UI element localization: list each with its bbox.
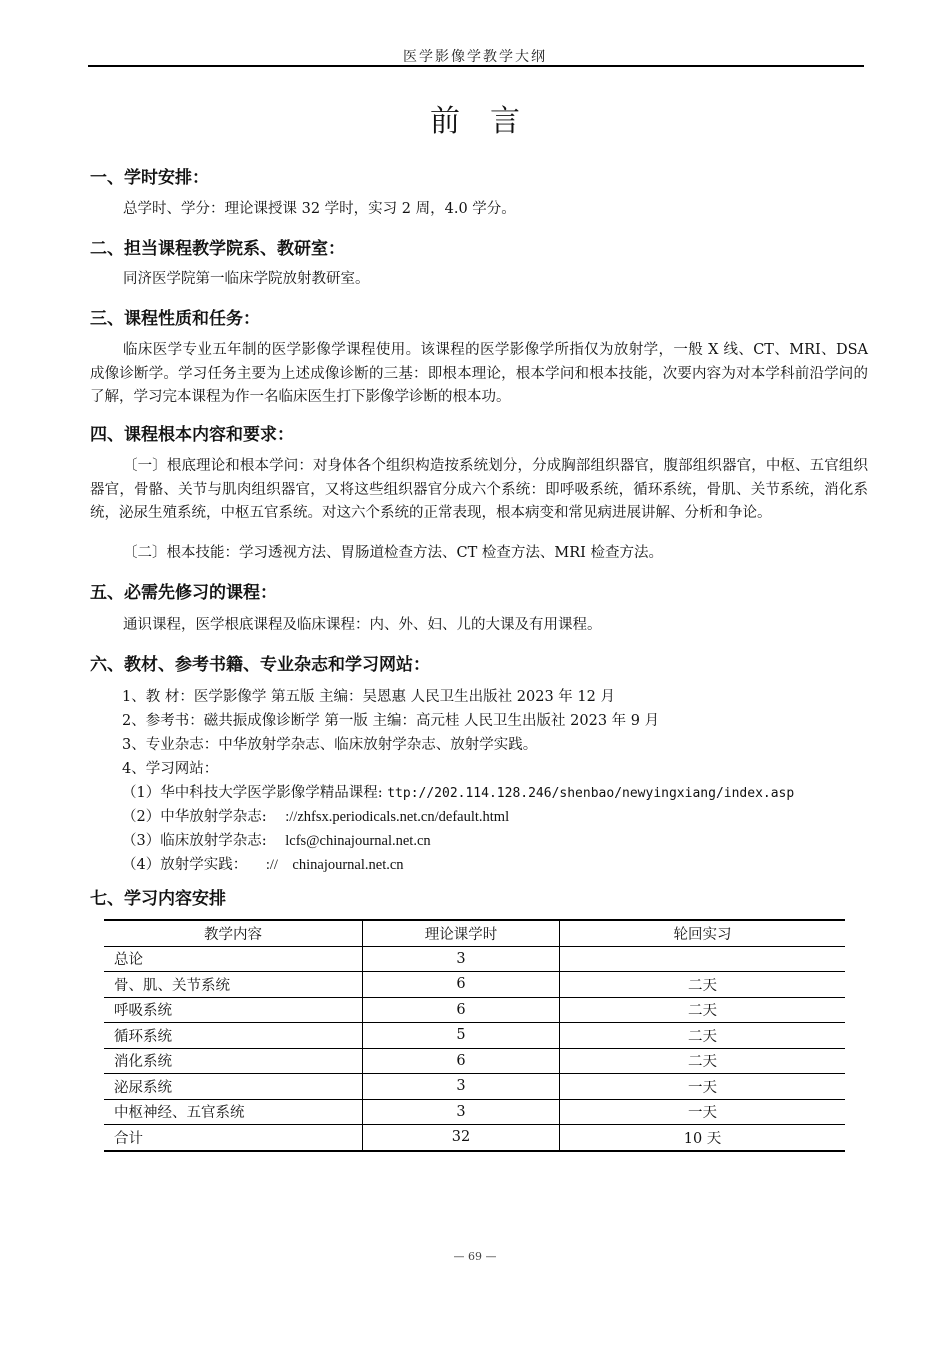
column-header: 理论课学时 bbox=[363, 920, 560, 946]
website-url[interactable]: :// chinajournal.net.cn bbox=[265, 857, 404, 873]
table-total-row bbox=[104, 1125, 845, 1151]
section-heading-4: 四、课程根本内容和要求： bbox=[90, 425, 294, 445]
table-cell: 3 bbox=[363, 1099, 560, 1125]
website-label: （1）华中科技大学医学影像学精品课程: bbox=[122, 785, 383, 801]
reference-line: 1、教 材：医学影像学 第五版 主编：吴恩惠 人民卫生出版社 2023 年 12 月 bbox=[122, 689, 615, 705]
section-heading-3: 三、课程性质和任务： bbox=[90, 309, 260, 329]
section-body-4b: 〔二〕根本技能：学习透视方法、胃肠道检查方法、CT 检查方法、MRI 检查方法。 bbox=[123, 545, 663, 561]
section-body-4: 〔一〕根底理论和根本学问：对身体各个组织构造按系统划分，分成胸部组织器官，腹部组织器官，中枢、五官组织器官，骨骼、关节与肌肉组织器官，又将这些组织器官分成六个系统：即呼吸系统，循环系统，骨肌、关节系统，消化系统，泌尿生殖系统，中枢五官系统。对这六个系统的正常表现，根本病变和常见病进展讲解、分析和争论。 bbox=[90, 458, 868, 521]
website-url[interactable]: ://zhfsx.periodicals.net.cn/default.html bbox=[285, 809, 510, 825]
table-cell: 3 bbox=[363, 1074, 560, 1100]
table-cell: 二天 bbox=[560, 1048, 846, 1074]
table-cell: 一天 bbox=[560, 1099, 846, 1125]
website-url[interactable]: lcfs@chinajournal.net.cn bbox=[285, 833, 431, 849]
section-body-3: 临床医学专业五年制的医学影像学课程使用。该课程的医学影像学所指仅为放射学，一般 X 线、CT、MRI、DSA 成像诊断学。学习任务主要为上述成像诊断的三基：即根本理论，根本学问和根本技能，次要内容为对本学科前沿学问的了解，学习完本课程为作一名临床医生打下影像学诊断的根本功。 bbox=[90, 342, 868, 405]
section-body-2: 同济医学院第一临床学院放射教研室。 bbox=[123, 271, 370, 287]
table-cell: 32 bbox=[363, 1125, 560, 1151]
table-row bbox=[104, 1074, 845, 1100]
table-cell: 二天 bbox=[560, 997, 846, 1023]
section-body-5: 通识课程，医学根底课程及临床课程：内、外、妇、儿的大课及有用课程。 bbox=[123, 617, 602, 633]
header-rule bbox=[88, 65, 864, 67]
table-cell: 3 bbox=[363, 946, 560, 972]
section-heading-7: 七、学习内容安排 bbox=[90, 889, 226, 909]
website-line bbox=[122, 853, 404, 874]
table-row bbox=[104, 972, 845, 998]
table-cell: 6 bbox=[363, 1048, 560, 1074]
page-number: — 69 — bbox=[453, 1250, 497, 1263]
table-row bbox=[104, 946, 845, 972]
table-header-row bbox=[104, 920, 845, 946]
website-label: （2）中华放射学杂志: bbox=[122, 809, 267, 825]
page-title: 前言 bbox=[430, 104, 550, 139]
table-cell: 泌尿系统 bbox=[104, 1074, 363, 1100]
reference-line: 3、专业杂志：中华放射学杂志、临床放射学杂志、放射学实践。 bbox=[122, 737, 538, 753]
table-row bbox=[104, 1023, 845, 1049]
table-cell: 合计 bbox=[104, 1125, 363, 1151]
website-line bbox=[122, 805, 509, 826]
section-body-1: 总学时、学分：理论课授课 32 学时，实习 2 周，4.0 学分。 bbox=[123, 201, 516, 217]
table-cell: 呼吸系统 bbox=[104, 997, 363, 1023]
table-cell: 一天 bbox=[560, 1074, 846, 1100]
table-cell: 10 天 bbox=[683, 1130, 722, 1147]
running-header: 医学影像学教学大纲 bbox=[403, 49, 547, 65]
section-heading-1: 一、学时安排： bbox=[90, 168, 209, 188]
section-heading-2: 二、担当课程教学院系、教研室： bbox=[90, 239, 345, 259]
table-row bbox=[104, 997, 845, 1023]
section-heading-5: 五、必需先修习的课程： bbox=[90, 583, 277, 603]
website-label: （4）放射学实践： bbox=[122, 857, 248, 873]
website-label: （3）临床放射学杂志: bbox=[122, 833, 267, 849]
schedule-table bbox=[104, 919, 845, 1152]
column-header: 轮回实习 bbox=[560, 920, 846, 946]
website-line bbox=[122, 781, 794, 802]
table-cell bbox=[560, 946, 846, 972]
table-cell: 总论 bbox=[104, 946, 363, 972]
table-cell: 消化系统 bbox=[104, 1048, 363, 1074]
table-cell: 中枢神经、五官系统 bbox=[104, 1099, 363, 1125]
table-cell: 6 bbox=[363, 997, 560, 1023]
reference-line: 2、参考书：磁共振成像诊断学 第一版 主编：高元桂 人民卫生出版社 2023 年 9 月 bbox=[122, 713, 660, 729]
website-url[interactable]: ttp://202.114.128.246/shenbao/newyingxiang/index.asp bbox=[387, 786, 795, 801]
table-cell: 循环系统 bbox=[104, 1023, 363, 1049]
column-header: 教学内容 bbox=[104, 920, 363, 946]
table-cell: 6 bbox=[363, 972, 560, 998]
table-cell: 二天 bbox=[560, 1023, 846, 1049]
section-heading-6: 六、教材、参考书籍、专业杂志和学习网站： bbox=[90, 655, 430, 675]
reference-line: 4、学习网站： bbox=[122, 761, 219, 777]
table-cell: 骨、肌、关节系统 bbox=[104, 972, 363, 998]
table-row bbox=[104, 1099, 845, 1125]
website-line bbox=[122, 829, 431, 850]
table-row bbox=[104, 1048, 845, 1074]
table-cell: 5 bbox=[363, 1023, 560, 1049]
table-cell: 二天 bbox=[560, 972, 846, 998]
